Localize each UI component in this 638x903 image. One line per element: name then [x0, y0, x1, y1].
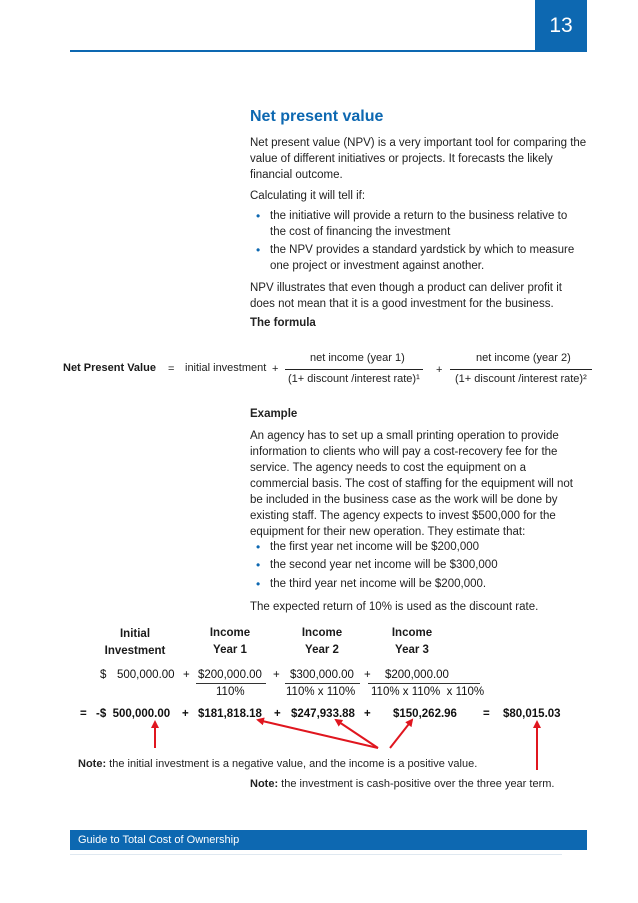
bullet-icon: • [256, 540, 261, 554]
footer-rule [70, 854, 562, 855]
bullet-icon: • [256, 243, 261, 257]
header-line: Investment [104, 645, 166, 657]
list-item-text: the second year net income will be $300,000 [270, 559, 498, 571]
calc-year1-income: $200,000.00 [198, 669, 262, 681]
illustrates-paragraph: NPV illustrates that even though a product can deliver profit it does not mean that it is a good investment for the business. [250, 282, 562, 310]
example-paragraph: An agency has to set up a small printing operation to provide information to clients who will pay a cost-recovery fee for the service. The agency needs to cost the equipment on a commercial basis. The cost of staffing for the equipment will not be included in the business case as the work will be done by existing staff. The agency expects to invest $500,000 for the equipment for their new operation. They estimate that: [250, 430, 574, 538]
calc-year2-denominator: 110% x 110% [286, 686, 356, 698]
note-initial-negative [78, 756, 477, 772]
calc-initial: 500,000.00 [117, 669, 175, 681]
arrow-year3 [390, 720, 412, 748]
bullet-icon: • [256, 577, 261, 591]
note-label: Note: [78, 758, 107, 770]
formula-plus-2: + [436, 364, 443, 376]
result-year3: $150,262.96 [393, 708, 457, 720]
intro-paragraph: Net present value (NPV) is a very important tool for comparing the value of different initiatives or projects. It forecasts the likely financial outcome. [250, 137, 587, 181]
footer-title: Guide to Total Cost of Ownership [78, 834, 240, 846]
discount-note: The expected return of 10% is used as the discount rate. [250, 601, 539, 613]
result-plus: + [182, 708, 189, 720]
page-title: Net present value [250, 108, 384, 125]
formula-numerator-2: net income (year 2) [476, 352, 571, 364]
header-line: Year 1 [213, 644, 247, 656]
note-text: the investment is cash-positive over the three year term. [278, 778, 555, 790]
list-item-text: the initiative will provide a return to the business relative to the cost of financing the investment [270, 210, 568, 238]
formula-label: Net Present Value [63, 362, 156, 374]
formula-denominator-2: (1+ discount /interest rate)² [455, 373, 587, 385]
header-line: Income [301, 627, 343, 639]
list-item-text: the first year net income will be $200,000 [270, 541, 480, 553]
header-line: Year 2 [305, 644, 339, 656]
header-line: Income [391, 627, 433, 639]
calc-tell-paragraph: Calculating it will tell if: [250, 190, 366, 202]
page-number: 13 [535, 0, 587, 52]
result-year1: $181,818.18 [198, 708, 262, 720]
calc-year3-income: $200,000.00 [385, 669, 449, 681]
list-item-text: the third year net income will be $200,000. [270, 578, 487, 590]
formula-initial: initial investment [185, 362, 267, 374]
note-cash-positive [250, 776, 554, 792]
list-item-text: the NPV provides a standard yardstick by which to measure one project or investment against another. [270, 244, 575, 272]
note-text: the initial investment is a negative value, and the income is a positive value. [106, 758, 478, 770]
bullet-icon: • [256, 558, 261, 572]
formula-denominator-1: (1+ discount /interest rate)¹ [288, 373, 420, 385]
arrow-year1 [258, 720, 378, 748]
result-equals: = [80, 708, 87, 720]
formula-heading: The formula [250, 317, 316, 329]
result-plus: + [364, 708, 371, 720]
bullet-icon: • [256, 209, 261, 223]
example-heading: Example [250, 408, 298, 420]
calc-year2-income: $300,000.00 [290, 669, 354, 681]
result-equals: = [483, 708, 490, 720]
calc-plus: + [183, 669, 190, 681]
calc-plus: + [364, 669, 371, 681]
header-line: Year 3 [395, 644, 429, 656]
formula-plus: + [272, 363, 279, 375]
calc-plus: + [273, 669, 280, 681]
result-total: $80,015.03 [503, 708, 561, 720]
footer-bar [70, 830, 587, 850]
calc-year1-denominator: 110% [216, 686, 245, 698]
calc-dollar: $ [100, 669, 107, 681]
note-label: Note: [250, 778, 279, 790]
formula-numerator-1: net income (year 1) [310, 352, 405, 364]
header-line: Initial [119, 628, 151, 640]
result-plus: + [274, 708, 281, 720]
formula-equals: = [168, 363, 175, 375]
result-year2: $247,933.88 [291, 708, 355, 720]
header-line: Income [209, 627, 251, 639]
result-initial: -$ 500,000.00 [96, 708, 171, 720]
calc-year3-denominator: 110% x 110% x 110% [371, 686, 485, 698]
